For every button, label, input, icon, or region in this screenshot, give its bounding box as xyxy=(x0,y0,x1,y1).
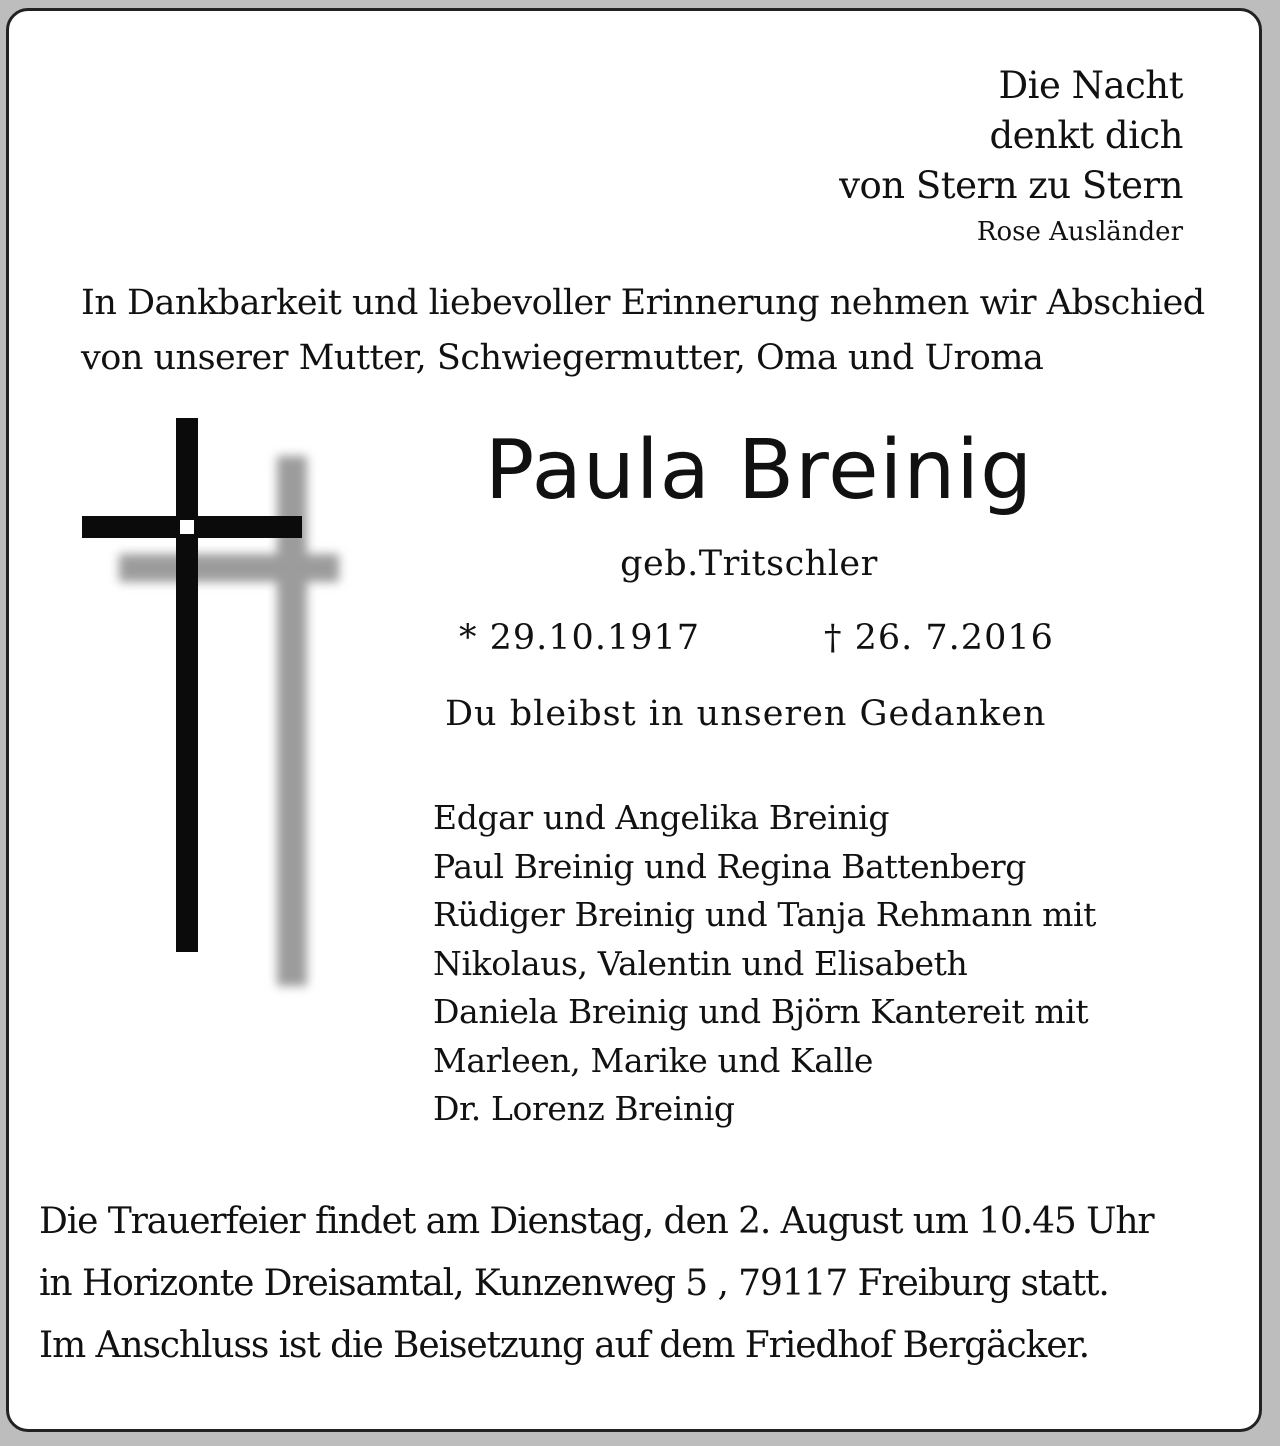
ceremony-line: in Horizonte Dreisamtal, Kunzenweg 5 , 79117 Freiburg statt. xyxy=(39,1263,1109,1304)
cross-shadow-horizontal xyxy=(119,554,339,582)
death-date: † 26. 7.2016 xyxy=(824,618,1054,658)
intro-text xyxy=(81,276,1205,386)
quote-line: von Stern zu Stern xyxy=(839,164,1183,207)
family-list xyxy=(433,794,1096,1134)
quote-author: Rose Ausländer xyxy=(976,217,1183,247)
deceased-name: Paula Breinig xyxy=(484,423,1034,518)
family-member: Daniela Breinig und Björn Kantereit mit xyxy=(433,992,1089,1031)
family-member: Marleen, Marike und Kalle xyxy=(433,1040,873,1080)
ceremony-line: Im Anschluss ist die Beisetzung auf dem Friedhof Bergäcker. xyxy=(39,1325,1090,1366)
family-member: Dr. Lorenz Breinig xyxy=(433,1089,735,1128)
birth-name: geb.Tritschler xyxy=(620,544,878,584)
intro-line: In Dankbarkeit und liebevoller Erinnerung nehmen wir Abschied xyxy=(81,283,1205,323)
memory-line: Du bleibst in unseren Gedanken xyxy=(445,694,1047,734)
family-member: Edgar und Angelika Breinig xyxy=(433,798,890,837)
cross-vertical-bar xyxy=(176,418,198,952)
quote-line: denkt dich xyxy=(989,114,1183,157)
birth-date: * 29.10.1917 xyxy=(459,618,701,658)
family-member: Rüdiger Breinig und Tanja Rehmann mit xyxy=(433,895,1097,934)
life-dates xyxy=(459,611,1054,666)
quote-line: Die Nacht xyxy=(998,64,1183,107)
cross-icon xyxy=(79,416,349,1006)
ceremony-info xyxy=(39,1191,1154,1377)
poem-quote xyxy=(839,61,1183,253)
ceremony-line: Die Trauerfeier findet am Dienstag, den 2. August um 10.45 Uhr xyxy=(39,1201,1154,1242)
family-member: Nikolaus, Valentin und Elisabeth xyxy=(433,943,968,983)
family-member: Paul Breinig und Regina Battenberg xyxy=(433,846,1027,886)
intro-line: von unserer Mutter, Schwiegermutter, Oma und Uroma xyxy=(81,338,1044,378)
cross-center-mark xyxy=(180,520,194,534)
obituary-notice xyxy=(6,8,1262,1432)
